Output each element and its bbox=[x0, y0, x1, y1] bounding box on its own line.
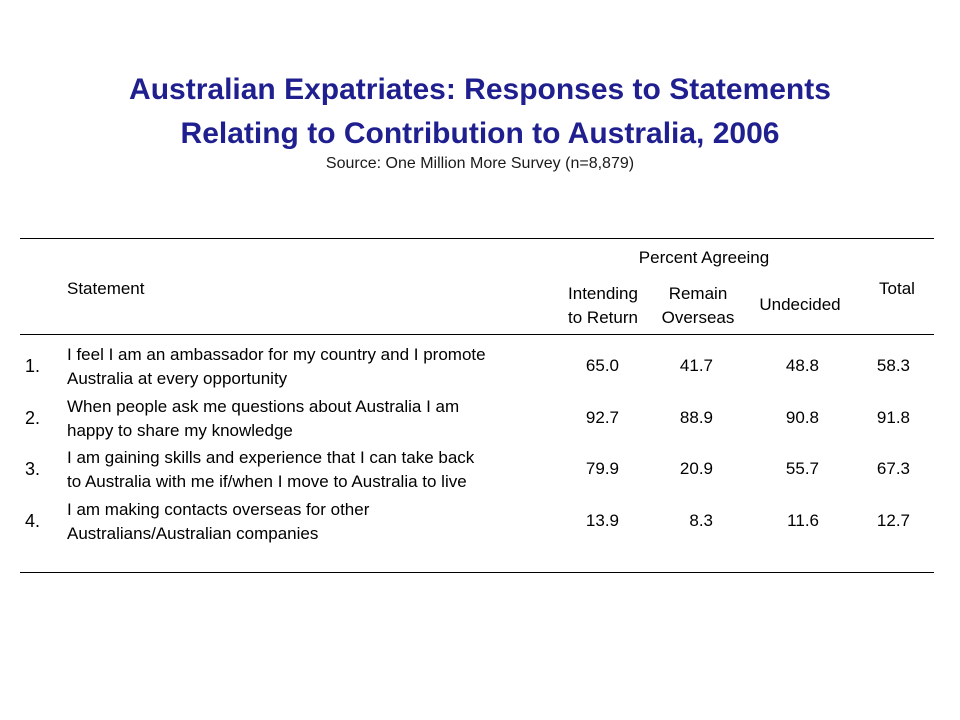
value-intending: 13.9 bbox=[585, 511, 619, 530]
statement-line: When people ask me questions about Australia I am bbox=[67, 397, 460, 416]
title-line-1: Australian Expatriates: Responses to Statements bbox=[129, 73, 831, 106]
header-remain-line-2: Overseas bbox=[661, 308, 735, 327]
value-remain: 41.7 bbox=[679, 356, 713, 375]
header-total: Total bbox=[879, 279, 915, 298]
row-number: 1. bbox=[25, 356, 41, 376]
header-remain-overseas bbox=[648, 282, 748, 330]
row-number: 3. bbox=[25, 459, 41, 479]
value-undecided: 90.8 bbox=[785, 408, 819, 427]
value-remain: 88.9 bbox=[679, 408, 713, 427]
header-remain-line-1: Remain bbox=[668, 284, 728, 303]
value-total: 12.7 bbox=[876, 511, 910, 530]
value-intending: 92.7 bbox=[585, 408, 619, 427]
table-top-rule bbox=[20, 238, 934, 239]
row-statement bbox=[67, 395, 537, 443]
statement-line: to Australia with me if/when I move to Australia to live bbox=[67, 472, 467, 491]
value-intending: 65.0 bbox=[585, 356, 619, 375]
header-statement: Statement bbox=[67, 279, 145, 298]
value-remain: 20.9 bbox=[679, 459, 713, 478]
header-intending-line-1: Intending bbox=[568, 284, 638, 303]
value-undecided: 48.8 bbox=[785, 356, 819, 375]
value-intending: 79.9 bbox=[585, 459, 619, 478]
statement-line: I am making contacts overseas for other bbox=[67, 500, 370, 519]
table-bottom-rule bbox=[20, 572, 934, 573]
title-line-2: Relating to Contribution to Australia, 2006 bbox=[180, 117, 780, 150]
value-total: 91.8 bbox=[876, 408, 910, 427]
row-number: 2. bbox=[25, 408, 41, 428]
statement-line: I feel I am an ambassador for my country and I promote bbox=[67, 345, 486, 364]
header-undecided: Undecided bbox=[759, 295, 841, 314]
row-number: 4. bbox=[25, 511, 41, 531]
source-note: Source: One Million More Survey (n=8,879) bbox=[325, 155, 635, 172]
value-undecided: 55.7 bbox=[785, 459, 819, 478]
value-total: 67.3 bbox=[876, 459, 910, 478]
statement-line: I am gaining skills and experience that I can take back bbox=[67, 448, 475, 467]
header-percent-agreeing: Percent Agreeing bbox=[638, 248, 770, 267]
value-total: 58.3 bbox=[876, 356, 910, 375]
page-title bbox=[0, 68, 960, 156]
row-statement bbox=[67, 498, 537, 546]
row-statement bbox=[67, 446, 537, 494]
value-undecided: 11.6 bbox=[787, 511, 819, 530]
statement-line: happy to share my knowledge bbox=[67, 421, 293, 440]
header-bottom-rule bbox=[20, 334, 934, 335]
header-intending-line-2: to Return bbox=[568, 308, 638, 327]
row-statement bbox=[67, 343, 537, 391]
statement-line: Australians/Australian companies bbox=[67, 524, 319, 543]
statement-line: Australia at every opportunity bbox=[67, 369, 288, 388]
value-remain: 8.3 bbox=[689, 511, 713, 530]
header-intending-to-return bbox=[553, 282, 653, 330]
